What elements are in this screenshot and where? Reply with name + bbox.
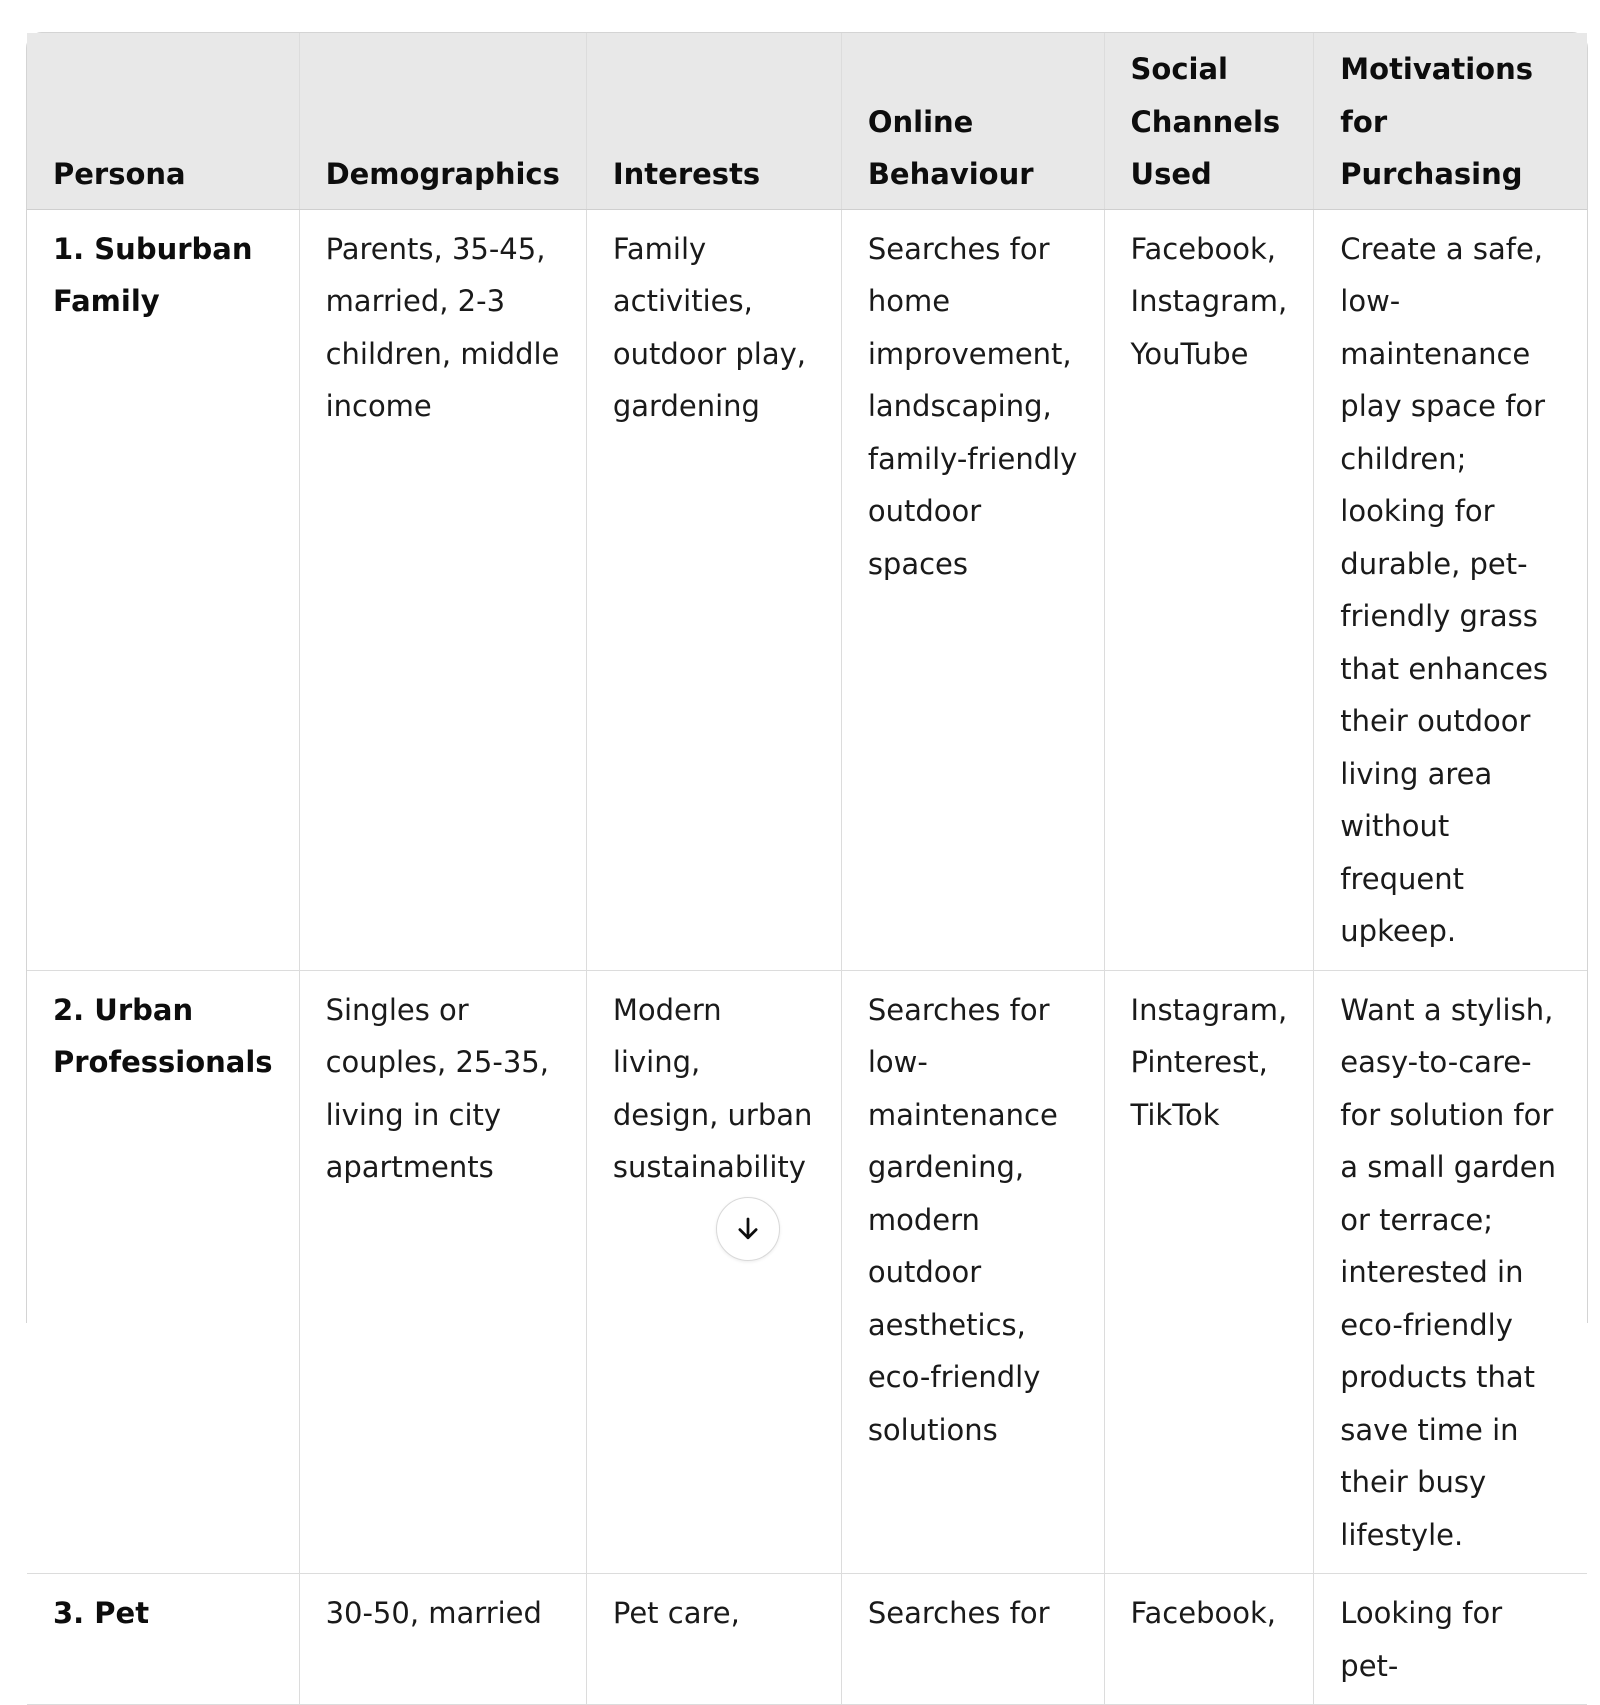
table-row <box>27 1574 1587 1705</box>
header-persona: Persona <box>27 33 299 209</box>
table-header <box>27 33 1587 209</box>
table-row <box>27 970 1587 1574</box>
table-row <box>27 209 1587 970</box>
cell-motivations: Looking for pet- <box>1314 1574 1587 1705</box>
cell-social-channels: Facebook, Instagram, YouTube <box>1104 209 1314 970</box>
cell-persona: 3. Pet <box>27 1574 299 1705</box>
arrow-down-icon <box>733 1214 763 1244</box>
cell-demographics: Singles or couples, 25-35, living in city apartments <box>299 970 586 1574</box>
cell-interests: Modern living, design, urban sustainability <box>586 970 841 1574</box>
cell-persona: 2. Urban Professionals <box>27 970 299 1574</box>
cell-social-channels: Facebook, <box>1104 1574 1314 1705</box>
header-social-channels: Social Channels Used <box>1104 33 1314 209</box>
cell-online-behaviour: Searches for low-maintenance gardening, modern outdoor aesthetics, eco-friendly solutions <box>841 970 1104 1574</box>
scroll-to-bottom-button[interactable] <box>716 1197 780 1261</box>
cell-motivations: Create a safe, low-maintenance play space for children; looking for durable, pet-friendly grass that enhances their outdoor living area without frequent upkeep. <box>1314 209 1587 970</box>
cell-online-behaviour: Searches for home improvement, landscaping, family-friendly outdoor spaces <box>841 209 1104 970</box>
cell-motivations: Want a stylish, easy-to-care-for solution for a small garden or terrace; interested in eco-friendly products that save time in their busy lifestyle. <box>1314 970 1587 1574</box>
cell-persona: 1. Suburban Family <box>27 209 299 970</box>
table-body <box>27 209 1587 1705</box>
header-interests: Interests <box>586 33 841 209</box>
header-demographics: Demographics <box>299 33 586 209</box>
cell-demographics: 30-50, married <box>299 1574 586 1705</box>
persona-table-container <box>26 32 1588 1683</box>
persona-table <box>27 33 1587 1705</box>
cell-online-behaviour: Searches for <box>841 1574 1104 1705</box>
header-online-behaviour: Online Behaviour <box>841 33 1104 209</box>
cell-social-channels: Instagram, Pinterest, TikTok <box>1104 970 1314 1574</box>
table-header-row <box>27 33 1587 209</box>
cell-interests: Family activities, outdoor play, gardening <box>586 209 841 970</box>
header-motivations: Motivations for Purchasing <box>1314 33 1587 209</box>
cell-demographics: Parents, 35-45, married, 2-3 children, middle income <box>299 209 586 970</box>
cell-interests: Pet care, <box>586 1574 841 1705</box>
